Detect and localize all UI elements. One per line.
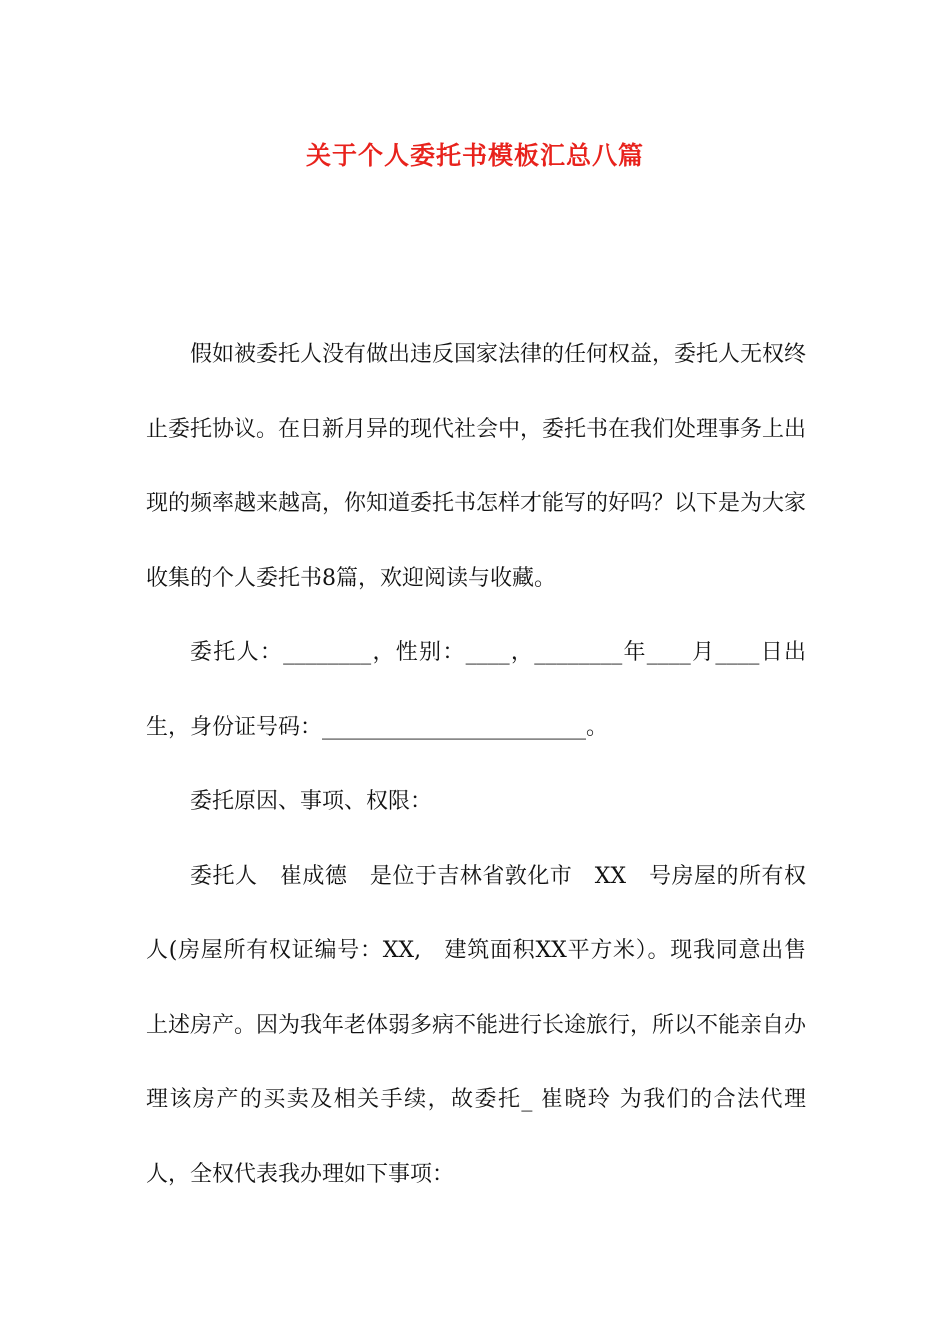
principal-info-paragraph: 委托人：________，性别：____，________年____月____日出生，身份证号码：________________________。 — [146, 640, 806, 740]
authorization-paragraph: 委托人 崔成德 是位于吉林省敦化市 XX 号房屋的所有权人(房屋所有权证编号：XX, 建筑面积XX平方米）。现我同意出售上述房产。因为我年老体弱多病不能进行长途旅行，所以不能亲自办理该房产的买卖及相关手续，故委托_ 崔晓玲 为我们的合法代理人，全权代表我办理如下事项： — [146, 863, 807, 1187]
document-body — [146, 318, 806, 1212]
reason-heading-paragraph: 委托原因、事项、权限： — [190, 789, 433, 814]
intro-paragraph: 假如被委托人没有做出违反国家法律的任何权益，委托人无权终止委托协议。在日新月异的现代社会中，委托书在我们处理事务上出现的频率越来越高，你知道委托书怎样才能写的好吗？以下是为大家收集的个人委托书8篇，欢迎阅读与收藏。 — [146, 342, 807, 591]
document-title: 关于个人委托书模板汇总八篇 — [305, 141, 644, 170]
